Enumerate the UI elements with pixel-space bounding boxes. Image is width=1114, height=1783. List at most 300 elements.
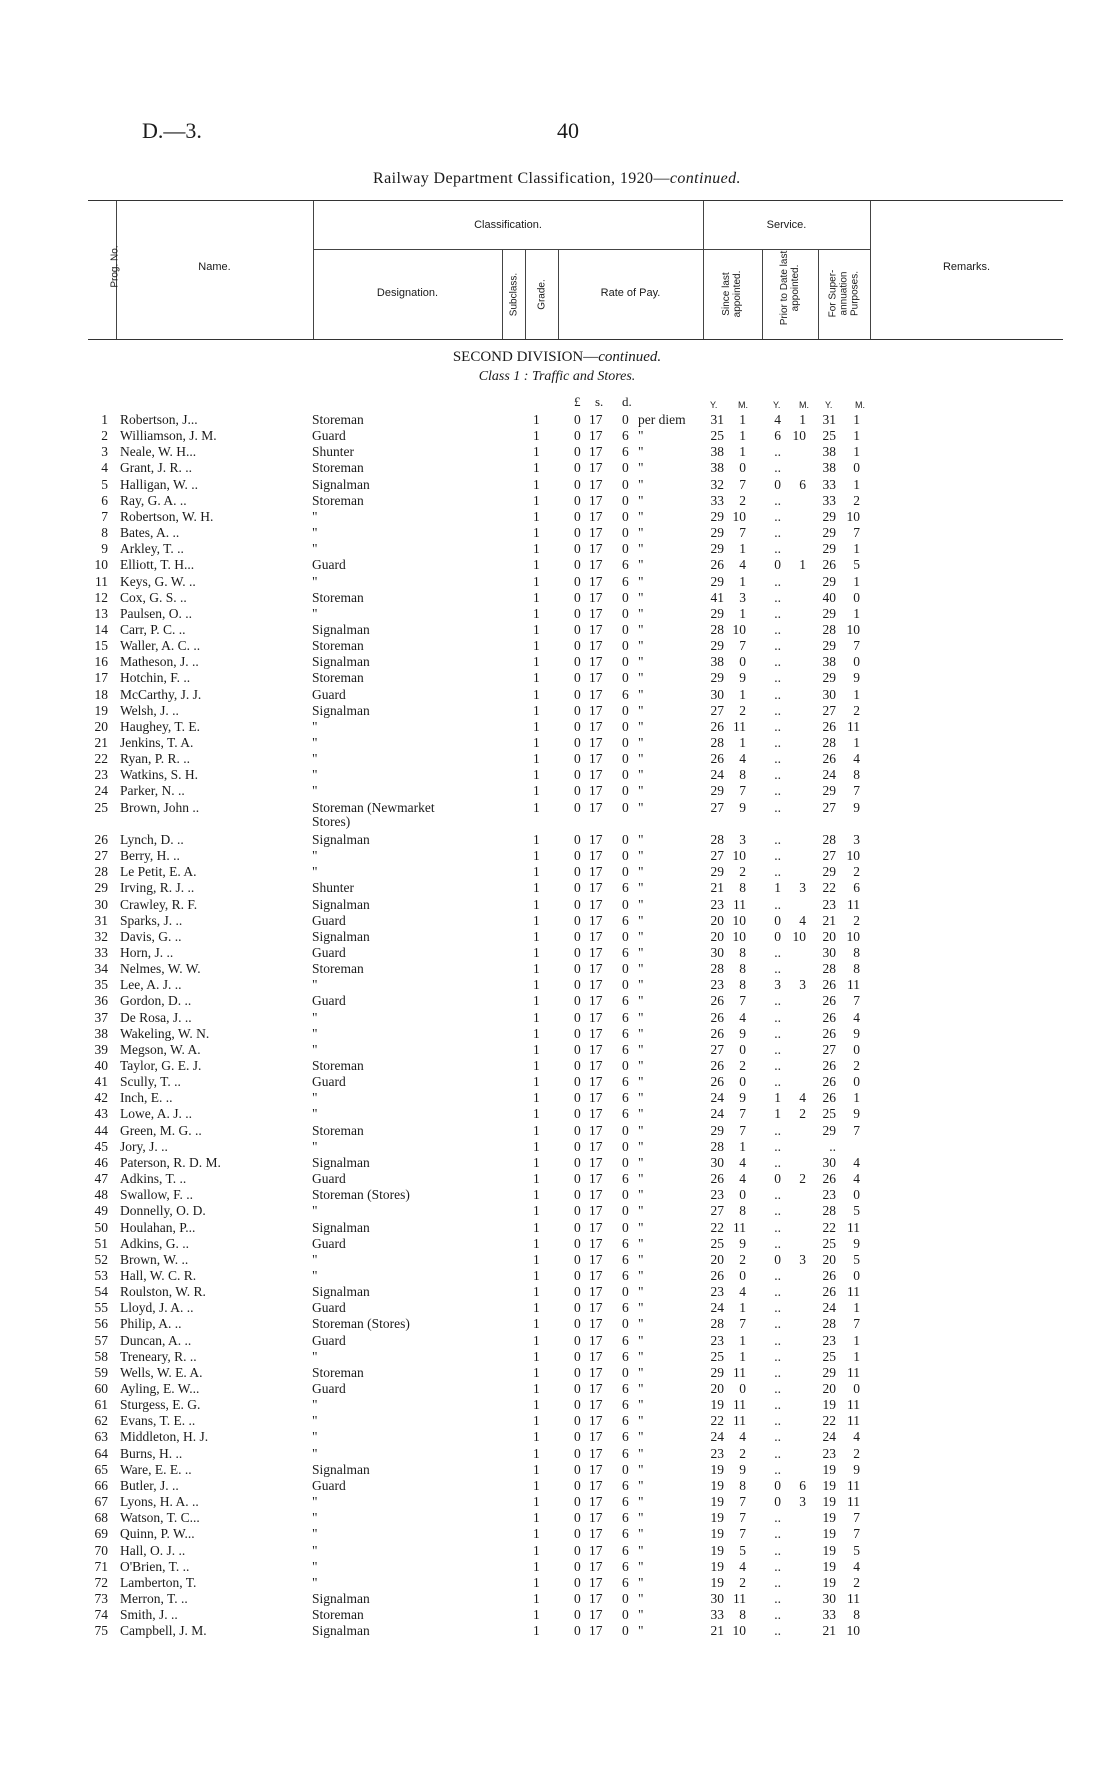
- row-prior-years: ..: [774, 1397, 781, 1413]
- row-rate-pence: 0: [622, 1590, 629, 1606]
- row-since-months: 10: [732, 1623, 746, 1639]
- row-subclass: 1: [533, 831, 540, 847]
- title-continued: continued.: [669, 170, 741, 187]
- row-rate-period: ": [638, 977, 644, 993]
- row-prior-years: ..: [774, 1300, 781, 1316]
- row-prior-years: ..: [774, 961, 781, 977]
- row-super-years: 28: [822, 1316, 836, 1332]
- row-rate-shillings: 17: [589, 896, 603, 912]
- row-name: Brown, W. ..: [120, 1251, 189, 1267]
- row-rate-pence: 0: [622, 977, 629, 993]
- row-prior-years: 0: [774, 928, 781, 944]
- row-super-years: 38: [822, 654, 836, 670]
- row-since-months: 4: [739, 1154, 746, 1170]
- row-since-years: 23: [710, 1332, 724, 1348]
- row-since-years: 28: [710, 961, 724, 977]
- row-subclass: 1: [533, 508, 540, 524]
- row-rate-shillings: 17: [589, 735, 603, 750]
- row-name: Ryan, P. R. ..: [120, 751, 190, 767]
- row-super-months: 0: [853, 1381, 860, 1396]
- row-rate-shillings: 17: [589, 1542, 603, 1558]
- row-since-months: 4: [739, 557, 746, 573]
- row-name: Paterson, R. D. M.: [120, 1154, 221, 1170]
- row-name: Adkins, G. ..: [120, 1235, 190, 1251]
- row-rate-shillings: 17: [589, 557, 603, 573]
- row-rate-pounds: 0: [574, 1284, 581, 1300]
- row-rate-period: ": [638, 848, 644, 864]
- row-rate-shillings: 17: [589, 977, 603, 993]
- row-super-months: 7: [853, 1526, 860, 1542]
- row-rate-pence: 0: [622, 864, 629, 880]
- table-row: [0, 1494, 1114, 1510]
- row-since-years: 19: [710, 1510, 724, 1526]
- row-since-years: 20: [710, 928, 724, 944]
- row-rate-pounds: 0: [574, 928, 581, 944]
- row-prior-months: 2: [799, 1171, 806, 1187]
- row-name: Robertson, W. H.: [120, 508, 214, 524]
- row-subclass: 1: [533, 1154, 540, 1170]
- row-since-months: 9: [739, 1461, 746, 1477]
- row-since-months: 11: [733, 718, 746, 734]
- row-rate-period: ": [638, 751, 644, 767]
- row-rate-pounds: 0: [574, 1332, 581, 1348]
- row-super-years: 22: [822, 1413, 836, 1429]
- class-heading: Class 1 : Traffic and Stores.: [478, 369, 636, 384]
- row-subclass: 1: [533, 1574, 540, 1590]
- row-prior-years: ..: [774, 1607, 781, 1623]
- row-designation: Guard: [312, 1477, 346, 1493]
- row-rate-pounds: 0: [574, 621, 581, 637]
- row-name: Irving, R. J. ..: [120, 880, 195, 896]
- row-rate-pence: 0: [622, 767, 629, 783]
- row-super-months: 1: [853, 444, 860, 460]
- row-super-months: 11: [847, 977, 860, 993]
- row-rate-pounds: 0: [574, 1316, 581, 1332]
- row-since-months: 7: [739, 1510, 746, 1526]
- row-name: Haughey, T. E.: [120, 718, 200, 734]
- row-prog-no: 73: [94, 1590, 108, 1606]
- row-designation: Storeman: [312, 638, 364, 654]
- row-super-years: 20: [822, 928, 836, 944]
- row-subclass: 1: [533, 460, 540, 476]
- row-super-months: 2: [853, 492, 860, 508]
- row-super-months: 1: [853, 541, 860, 557]
- table-row: [0, 1591, 1114, 1607]
- row-since-months: 0: [739, 460, 746, 476]
- row-since-years: 32: [710, 476, 724, 492]
- row-subclass: 1: [533, 848, 540, 864]
- row-name: McCarthy, J. J.: [120, 686, 202, 702]
- row-prog-no: 38: [94, 1025, 108, 1041]
- table-row: [0, 525, 1114, 541]
- row-prior-years: ..: [774, 1009, 781, 1025]
- row-rate-period: ": [638, 1154, 644, 1170]
- row-prog-no: 20: [94, 718, 108, 734]
- row-super-months: 9: [853, 799, 860, 815]
- row-rate-pence: 0: [622, 605, 629, 621]
- row-super-months: 5: [853, 557, 860, 573]
- row-designation: Signalman: [312, 928, 370, 944]
- row-designation: Signalman: [312, 654, 370, 670]
- row-rate-pounds: 0: [574, 783, 581, 799]
- row-designation: ": [312, 1106, 318, 1122]
- row-name: Lyons, H. A. ..: [120, 1494, 199, 1510]
- row-since-years: 24: [710, 1429, 724, 1445]
- document-reference: D.—3.: [142, 118, 202, 143]
- row-prior-months: 3: [799, 1494, 806, 1510]
- row-rate-pence: 6: [622, 1397, 629, 1413]
- row-rate-shillings: 17: [589, 444, 603, 460]
- row-super-years: 20: [822, 1381, 836, 1396]
- row-name: Williamson, J. M.: [120, 428, 217, 444]
- row-super-years: 28: [822, 735, 836, 750]
- row-rate-period: ": [638, 1219, 644, 1235]
- row-prior-years: ..: [774, 1461, 781, 1477]
- row-designation: ": [312, 1251, 318, 1267]
- row-since-months: 8: [739, 767, 746, 783]
- row-super-years: 21: [822, 1623, 836, 1639]
- row-designation: ": [312, 735, 318, 750]
- row-rate-shillings: 17: [589, 1106, 603, 1122]
- row-since-months: 7: [739, 638, 746, 654]
- row-prog-no: 29: [94, 880, 108, 896]
- row-subclass: 1: [533, 1348, 540, 1364]
- row-rate-shillings: 17: [589, 864, 603, 880]
- row-prior-years: ..: [774, 735, 781, 750]
- row-rate-shillings: 17: [589, 1558, 603, 1574]
- row-super-months: 1: [853, 1348, 860, 1364]
- row-designation: Guard: [312, 1381, 346, 1396]
- row-designation: ": [312, 751, 318, 767]
- row-rate-shillings: 17: [589, 1574, 603, 1590]
- row-designation: ": [312, 1025, 318, 1041]
- row-super-years: 19: [822, 1461, 836, 1477]
- row-since-years: 29: [710, 864, 724, 880]
- table-row: [0, 412, 1114, 428]
- row-prog-no: 58: [94, 1348, 108, 1364]
- row-prior-years: ..: [774, 1574, 781, 1590]
- table-row: [0, 1510, 1114, 1526]
- row-since-years: 38: [710, 654, 724, 670]
- row-super-months: 1: [853, 476, 860, 492]
- row-super-years: 29: [822, 864, 836, 880]
- row-name: O'Brien, T. ..: [120, 1558, 190, 1574]
- row-super-months: 9: [853, 1106, 860, 1122]
- row-rate-period: ": [638, 589, 644, 605]
- row-since-months: 11: [733, 896, 746, 912]
- row-prior-years: ..: [774, 1316, 781, 1332]
- row-subclass: 1: [533, 1106, 540, 1122]
- row-name: Hall, O. J. ..: [120, 1542, 186, 1558]
- row-since-months: 9: [739, 1090, 746, 1106]
- row-super-years: 38: [822, 460, 836, 476]
- table-row: [0, 1349, 1114, 1365]
- row-prior-years: ..: [774, 1510, 781, 1526]
- row-prog-no: 10: [94, 557, 108, 573]
- row-prior-years: ..: [774, 718, 781, 734]
- row-rate-pounds: 0: [574, 686, 581, 702]
- row-subclass: 1: [533, 977, 540, 993]
- row-since-years: 26: [710, 1171, 724, 1187]
- divider: [762, 249, 763, 339]
- row-name: Davis, G. ..: [120, 928, 182, 944]
- row-rate-period: ": [638, 1477, 644, 1493]
- row-designation: Storeman: [312, 1607, 364, 1623]
- row-rate-pounds: 0: [574, 412, 581, 427]
- row-rate-pounds: 0: [574, 767, 581, 783]
- row-designation: Signalman: [312, 1284, 370, 1300]
- row-prog-no: 16: [94, 654, 108, 670]
- row-subclass: 1: [533, 1090, 540, 1106]
- row-super-months: 11: [847, 1364, 860, 1380]
- row-rate-shillings: 17: [589, 525, 603, 541]
- row-prog-no: 12: [94, 589, 108, 605]
- row-super-years: 23: [822, 1187, 836, 1203]
- table-row: [0, 719, 1114, 735]
- row-rate-pence: 6: [622, 1300, 629, 1316]
- row-subclass: 1: [533, 444, 540, 460]
- row-rate-pence: 0: [622, 638, 629, 654]
- row-name: Middleton, H. J.: [120, 1429, 209, 1445]
- row-super-years: 26: [822, 1025, 836, 1041]
- row-name: Treneary, R. ..: [120, 1348, 197, 1364]
- row-rate-pounds: 0: [574, 912, 581, 928]
- row-rate-pounds: 0: [574, 476, 581, 492]
- row-since-months: 7: [739, 1122, 746, 1138]
- row-designation: ": [312, 1009, 318, 1025]
- row-rate-pounds: 0: [574, 1154, 581, 1170]
- row-name: Sturgess, E. G.: [120, 1397, 201, 1413]
- row-subclass: 1: [533, 702, 540, 718]
- row-rate-period: ": [638, 944, 644, 960]
- row-since-years: 38: [710, 460, 724, 476]
- row-rate-pence: 6: [622, 1445, 629, 1461]
- table-row: [0, 1220, 1114, 1236]
- row-since-months: 1: [739, 686, 746, 702]
- row-name: Inch, E. ..: [120, 1090, 173, 1106]
- row-rate-pounds: 0: [574, 1251, 581, 1267]
- row-rate-shillings: 17: [589, 1316, 603, 1332]
- row-super-years: 24: [822, 1429, 836, 1445]
- row-subclass: 1: [533, 1542, 540, 1558]
- row-prog-no: 40: [94, 1058, 108, 1073]
- row-super-years: 24: [822, 767, 836, 783]
- row-subclass: 1: [533, 1397, 540, 1413]
- row-prog-no: 50: [94, 1219, 108, 1235]
- row-rate-period: ": [638, 735, 644, 750]
- row-prior-years: ..: [774, 1267, 781, 1283]
- row-rate-shillings: 17: [589, 912, 603, 928]
- row-prior-years: ..: [774, 508, 781, 524]
- row-prior-years: ..: [774, 1526, 781, 1542]
- row-prog-no: 46: [94, 1154, 108, 1170]
- row-since-months: 0: [739, 1187, 746, 1203]
- row-since-months: 3: [739, 831, 746, 847]
- row-prog-no: 70: [94, 1542, 108, 1558]
- table-row: [0, 1236, 1114, 1252]
- row-designation: Guard: [312, 557, 346, 573]
- table-row: [0, 493, 1114, 509]
- row-designation: Storeman: [312, 492, 364, 508]
- row-since-months: 0: [739, 1381, 746, 1396]
- row-prior-years: 0: [774, 557, 781, 573]
- row-since-months: 9: [739, 1235, 746, 1251]
- row-rate-pounds: 0: [574, 1429, 581, 1445]
- row-rate-pounds: 0: [574, 670, 581, 686]
- row-super-years: 30: [822, 1590, 836, 1606]
- row-rate-pounds: 0: [574, 1397, 581, 1413]
- row-prog-no: 48: [94, 1187, 108, 1203]
- row-prior-years: 1: [774, 1106, 781, 1122]
- row-super-months: 10: [846, 848, 860, 864]
- row-prog-no: 5: [101, 476, 108, 492]
- row-prog-no: 68: [94, 1510, 108, 1526]
- row-designation: ": [312, 848, 318, 864]
- row-prior-years: ..: [774, 589, 781, 605]
- row-rate-pence: 0: [622, 702, 629, 718]
- row-subclass: 1: [533, 589, 540, 605]
- row-since-years: 19: [710, 1542, 724, 1558]
- row-rate-period: ": [638, 1510, 644, 1526]
- row-super-months: 0: [853, 1187, 860, 1203]
- row-since-years: 23: [710, 1284, 724, 1300]
- row-since-years: 27: [710, 1041, 724, 1057]
- row-super-months: 0: [853, 1041, 860, 1057]
- row-designation: ": [312, 508, 318, 524]
- row-prog-no: 42: [94, 1090, 108, 1106]
- row-since-years: 33: [710, 492, 724, 508]
- row-super-years: 26: [822, 1284, 836, 1300]
- row-super-months: 7: [853, 993, 860, 1009]
- row-super-years: 27: [822, 702, 836, 718]
- row-name: Parker, N. ..: [120, 783, 185, 799]
- row-since-years: 25: [710, 1348, 724, 1364]
- row-designation: ": [312, 1397, 318, 1413]
- row-since-months: 7: [739, 525, 746, 541]
- row-super-months: 10: [846, 928, 860, 944]
- row-subclass: 1: [533, 670, 540, 686]
- row-rate-period: ": [638, 492, 644, 508]
- row-since-years: 26: [710, 557, 724, 573]
- prog-no-header: Prog. No.: [109, 245, 121, 288]
- row-prior-years: ..: [774, 1364, 781, 1380]
- row-subclass: 1: [533, 1219, 540, 1235]
- row-prog-no: 11: [95, 573, 108, 589]
- row-rate-period: ": [638, 670, 644, 686]
- row-rate-pence: 6: [622, 1542, 629, 1558]
- row-super-years: 25: [822, 1235, 836, 1251]
- row-rate-period: ": [638, 525, 644, 541]
- row-prog-no: 62: [94, 1413, 108, 1429]
- row-rate-shillings: 17: [589, 993, 603, 1009]
- row-subclass: 1: [533, 1413, 540, 1429]
- row-rate-pence: 6: [622, 1009, 629, 1025]
- row-super-years: 23: [822, 1332, 836, 1348]
- remarks-header: Remarks.: [942, 261, 991, 273]
- page-number: 40: [557, 118, 579, 143]
- table-row: [0, 428, 1114, 444]
- table-row: [0, 1042, 1114, 1058]
- row-subclass: 1: [533, 783, 540, 799]
- pound-unit: £: [574, 394, 581, 409]
- row-designation: Storeman: [312, 589, 364, 605]
- row-prior-years: ..: [774, 1203, 781, 1219]
- row-super-years: 22: [822, 1219, 836, 1235]
- row-super-years: 22: [822, 880, 836, 896]
- row-prog-no: 18: [94, 686, 108, 702]
- row-super-years: 26: [822, 977, 836, 993]
- row-prior-years: ..: [774, 1445, 781, 1461]
- row-rate-pence: 6: [622, 1171, 629, 1187]
- row-rate-period: ": [638, 1445, 644, 1461]
- row-rate-pence: 0: [622, 961, 629, 977]
- row-name: Elliott, T. H...: [120, 557, 195, 573]
- table-row: [0, 1268, 1114, 1284]
- row-since-months: 8: [739, 944, 746, 960]
- row-subclass: 1: [533, 1429, 540, 1445]
- row-designation: ": [312, 525, 318, 541]
- row-rate-pounds: 0: [574, 880, 581, 896]
- row-designation: Storeman: [312, 412, 364, 427]
- table-row: [0, 1010, 1114, 1026]
- row-super-years: 30: [822, 1154, 836, 1170]
- row-rate-shillings: 17: [589, 928, 603, 944]
- row-rate-pence: 6: [622, 1025, 629, 1041]
- row-super-months: 7: [853, 783, 860, 799]
- row-prog-no: 39: [94, 1041, 108, 1057]
- row-subclass: 1: [533, 1284, 540, 1300]
- row-rate-period: ": [638, 573, 644, 589]
- row-super-months: 11: [847, 1397, 860, 1413]
- row-since-months: 10: [732, 621, 746, 637]
- row-rate-period: ": [638, 1090, 644, 1106]
- row-rate-period: ": [638, 638, 644, 654]
- row-prog-no: 13: [94, 605, 108, 621]
- table-row: [0, 557, 1114, 573]
- row-since-years: 27: [710, 799, 724, 815]
- row-rate-pence: 6: [622, 912, 629, 928]
- row-rate-shillings: 17: [589, 848, 603, 864]
- row-super-months: 7: [853, 638, 860, 654]
- row-super-years: 31: [822, 412, 836, 427]
- row-super-months: 1: [853, 1300, 860, 1316]
- row-rate-pence: 6: [622, 444, 629, 460]
- row-rate-period: ": [638, 654, 644, 670]
- table-row: [0, 1333, 1114, 1349]
- row-super-months: 5: [853, 1203, 860, 1219]
- row-prog-no: 26: [94, 831, 108, 847]
- table-row: [0, 1187, 1114, 1203]
- row-super-months: 11: [847, 1494, 860, 1510]
- row-rate-shillings: 17: [589, 1041, 603, 1057]
- row-designation: Storeman: [312, 961, 364, 977]
- row-rate-pence: 0: [622, 751, 629, 767]
- row-subclass: 1: [533, 993, 540, 1009]
- row-designation: Storeman: [312, 670, 364, 686]
- row-rate-period: ": [638, 1041, 644, 1057]
- row-rate-pence: 6: [622, 1041, 629, 1057]
- row-rate-pence: 0: [622, 525, 629, 541]
- name-header: Name.: [198, 261, 231, 273]
- row-prior-years: ..: [774, 783, 781, 799]
- row-designation: ": [312, 767, 318, 783]
- row-since-months: 2: [739, 1058, 746, 1073]
- row-since-months: 7: [739, 1316, 746, 1332]
- row-since-years: 26: [710, 1267, 724, 1283]
- row-rate-period: ": [638, 718, 644, 734]
- division-continued: continued.: [598, 349, 662, 365]
- row-since-years: 29: [710, 508, 724, 524]
